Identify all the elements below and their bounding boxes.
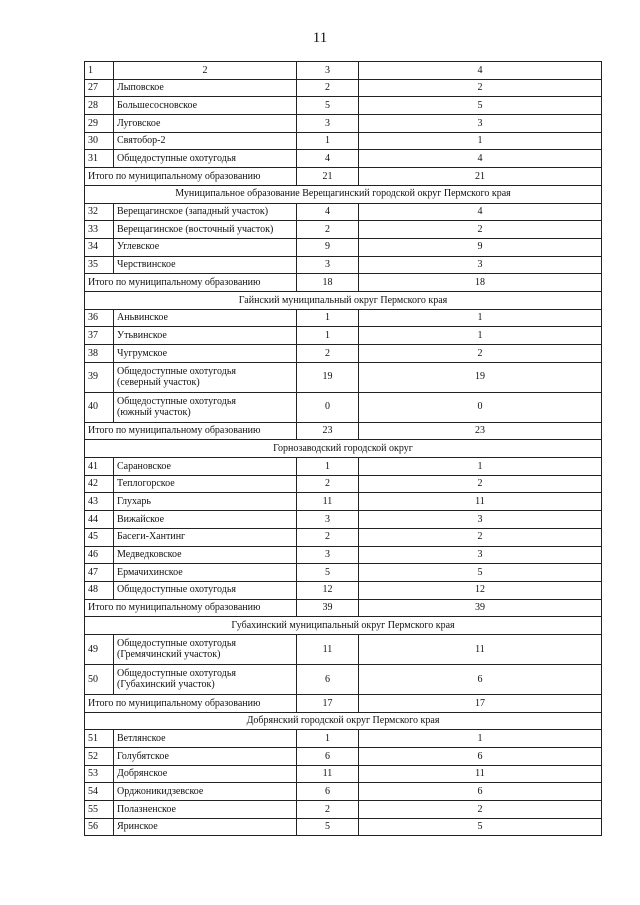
- row-name: [114, 392, 297, 422]
- row-value-a: 2: [297, 345, 359, 363]
- row-value-b: 4: [359, 203, 602, 221]
- row-value-b: 11: [359, 493, 602, 511]
- row-value-a: 6: [297, 748, 359, 766]
- row-value-b: 3: [359, 256, 602, 274]
- row-name-line-2: (Губахинский участок): [117, 679, 215, 691]
- total-label: Итого по муниципальному образованию: [85, 422, 297, 440]
- row-value-a: 1: [297, 309, 359, 327]
- row-number: 42: [85, 475, 114, 493]
- row-value-a: 11: [297, 493, 359, 511]
- row-value-a: 2: [297, 475, 359, 493]
- row-number: 43: [85, 493, 114, 511]
- table-row: [85, 79, 602, 97]
- row-number: 47: [85, 564, 114, 582]
- row-value-a: 1: [297, 458, 359, 476]
- table-row: [85, 730, 602, 748]
- total-value-a: 18: [297, 274, 359, 292]
- row-value-a: 12: [297, 581, 359, 599]
- row-value-b: 2: [359, 221, 602, 239]
- row-value-a: 5: [297, 564, 359, 582]
- row-name: Басеги-Хантинг: [114, 528, 297, 546]
- row-name: Глухарь: [114, 493, 297, 511]
- row-name: Углевское: [114, 238, 297, 256]
- row-name: Общедоступные охотугодья: [114, 581, 297, 599]
- row-value-b: 1: [359, 458, 602, 476]
- row-number: 54: [85, 783, 114, 801]
- table-row: [85, 748, 602, 766]
- row-number: 44: [85, 511, 114, 529]
- table-row: [85, 238, 602, 256]
- row-value-a: 9: [297, 238, 359, 256]
- row-number: 52: [85, 748, 114, 766]
- total-value-b: 21: [359, 168, 602, 186]
- table-row: [85, 783, 602, 801]
- row-name: Черствинское: [114, 256, 297, 274]
- total-value-b: 23: [359, 422, 602, 440]
- table-row: [85, 458, 602, 476]
- row-value-a: 2: [297, 528, 359, 546]
- total-value-a: 23: [297, 422, 359, 440]
- row-number: 38: [85, 345, 114, 363]
- row-number: 49: [85, 634, 114, 664]
- row-value-b: 1: [359, 730, 602, 748]
- row-number: 41: [85, 458, 114, 476]
- table-row: [85, 493, 602, 511]
- row-number: 50: [85, 664, 114, 694]
- table-body: [85, 62, 602, 836]
- row-number: 39: [85, 362, 114, 392]
- table-row: [85, 511, 602, 529]
- row-value-b: 2: [359, 801, 602, 819]
- table-row: [85, 801, 602, 819]
- row-name-line-2: (северный участок): [117, 377, 200, 389]
- row-name-line-1: Общедоступные охотугодья: [117, 637, 236, 649]
- row-name: Утьвинское: [114, 327, 297, 345]
- table-row: [85, 392, 602, 422]
- row-value-b: 5: [359, 97, 602, 115]
- row-number: 32: [85, 203, 114, 221]
- row-number: 53: [85, 765, 114, 783]
- row-value-a: 3: [297, 511, 359, 529]
- row-value-b: 3: [359, 546, 602, 564]
- section-title: Горнозаводский городской округ: [85, 440, 602, 458]
- total-value-a: 21: [297, 168, 359, 186]
- row-number: 29: [85, 115, 114, 133]
- row-name: Святобор-2: [114, 132, 297, 150]
- row-name: Полазненское: [114, 801, 297, 819]
- page-number: 11: [312, 30, 328, 46]
- row-number: 28: [85, 97, 114, 115]
- row-number: 31: [85, 150, 114, 168]
- row-value-b: 3: [359, 511, 602, 529]
- row-name: Верещагинское (западный участок): [114, 203, 297, 221]
- row-value-a: 4: [297, 203, 359, 221]
- row-number: 27: [85, 79, 114, 97]
- row-value-b: 11: [359, 765, 602, 783]
- row-value-a: 5: [297, 97, 359, 115]
- section-title: Муниципальное образование Верещагинский городской округ Пермского края: [85, 185, 602, 203]
- section-header-row: [85, 712, 602, 730]
- table-row: [85, 634, 602, 664]
- row-value-b: 2: [359, 345, 602, 363]
- row-value-b: 11: [359, 634, 602, 664]
- row-number: 55: [85, 801, 114, 819]
- row-number: 45: [85, 528, 114, 546]
- total-label: Итого по муниципальному образованию: [85, 274, 297, 292]
- table-row: [85, 115, 602, 133]
- section-title: Губахинский муниципальный округ Пермского края: [85, 617, 602, 635]
- row-value-a: 1: [297, 132, 359, 150]
- row-value-a: 1: [297, 730, 359, 748]
- row-value-b: 2: [359, 528, 602, 546]
- section-header-row: [85, 440, 602, 458]
- total-value-b: 18: [359, 274, 602, 292]
- table-row: [85, 546, 602, 564]
- row-value-b: 2: [359, 79, 602, 97]
- table-row: [85, 581, 602, 599]
- row-name-line-2: (Гремячинский участок): [117, 649, 221, 661]
- hunting-grounds-table: [84, 61, 602, 836]
- row-name: Вижайское: [114, 511, 297, 529]
- total-row: [85, 274, 602, 292]
- table-row: [85, 309, 602, 327]
- row-value-b: 1: [359, 327, 602, 345]
- row-value-a: 2: [297, 801, 359, 819]
- section-header-row: [85, 617, 602, 635]
- table-row: [85, 362, 602, 392]
- row-value-a: 3: [297, 115, 359, 133]
- table-row: [85, 765, 602, 783]
- row-name: Лыповское: [114, 79, 297, 97]
- row-value-a: 5: [297, 818, 359, 836]
- row-number: 51: [85, 730, 114, 748]
- row-name: [114, 362, 297, 392]
- row-name-line-1: Общедоступные охотугодья: [117, 365, 236, 377]
- row-value-a: 6: [297, 664, 359, 694]
- row-number: 56: [85, 818, 114, 836]
- table-row: [85, 818, 602, 836]
- row-value-a: 2: [297, 79, 359, 97]
- table-row: [85, 475, 602, 493]
- column-number-1: 1: [85, 62, 114, 80]
- row-value-a: 11: [297, 634, 359, 664]
- table-row: [85, 132, 602, 150]
- row-number: 46: [85, 546, 114, 564]
- section-header-row: [85, 291, 602, 309]
- total-row: [85, 599, 602, 617]
- row-value-b: 6: [359, 783, 602, 801]
- total-label: Итого по муниципальному образованию: [85, 599, 297, 617]
- row-value-b: 6: [359, 664, 602, 694]
- row-value-b: 3: [359, 115, 602, 133]
- row-value-b: 12: [359, 581, 602, 599]
- row-value-b: 19: [359, 362, 602, 392]
- row-value-b: 5: [359, 818, 602, 836]
- table-row: [85, 150, 602, 168]
- table-row: [85, 345, 602, 363]
- row-value-a: 3: [297, 256, 359, 274]
- row-value-a: 3: [297, 546, 359, 564]
- row-value-b: 9: [359, 238, 602, 256]
- row-name: Чугрумское: [114, 345, 297, 363]
- row-number: 30: [85, 132, 114, 150]
- row-name: Яринское: [114, 818, 297, 836]
- total-row: [85, 694, 602, 712]
- column-number-3: 3: [297, 62, 359, 80]
- section-title: Добрянский городской округ Пермского края: [85, 712, 602, 730]
- column-number-row: [85, 62, 602, 80]
- table-row: [85, 203, 602, 221]
- row-value-a: 4: [297, 150, 359, 168]
- row-name: Общедоступные охотугодья: [114, 150, 297, 168]
- row-name: [114, 634, 297, 664]
- row-value-a: 6: [297, 783, 359, 801]
- row-number: 33: [85, 221, 114, 239]
- row-name: Добрянское: [114, 765, 297, 783]
- row-number: 48: [85, 581, 114, 599]
- row-name: Орджоникидзевское: [114, 783, 297, 801]
- row-number: 34: [85, 238, 114, 256]
- column-number-4: 4: [359, 62, 602, 80]
- row-number: 35: [85, 256, 114, 274]
- total-value-b: 39: [359, 599, 602, 617]
- row-name: [114, 664, 297, 694]
- total-label: Итого по муниципальному образованию: [85, 694, 297, 712]
- row-value-b: 0: [359, 392, 602, 422]
- row-name: Луговское: [114, 115, 297, 133]
- table-row: [85, 528, 602, 546]
- row-name: Верещагинское (восточный участок): [114, 221, 297, 239]
- column-number-2: 2: [114, 62, 297, 80]
- table-row: [85, 327, 602, 345]
- total-value-a: 39: [297, 599, 359, 617]
- total-label: Итого по муниципальному образованию: [85, 168, 297, 186]
- row-name: Медведковское: [114, 546, 297, 564]
- section-title: Гайнский муниципальный округ Пермского края: [85, 291, 602, 309]
- row-value-a: 19: [297, 362, 359, 392]
- table-row: [85, 97, 602, 115]
- table-row: [85, 664, 602, 694]
- row-value-a: 0: [297, 392, 359, 422]
- row-name-line-2: (южный участок): [117, 407, 191, 419]
- row-name-line-1: Общедоступные охотугодья: [117, 395, 236, 407]
- table-row: [85, 564, 602, 582]
- row-name-line-1: Общедоступные охотугодья: [117, 667, 236, 679]
- total-row: [85, 422, 602, 440]
- row-number: 36: [85, 309, 114, 327]
- total-value-b: 17: [359, 694, 602, 712]
- total-value-a: 17: [297, 694, 359, 712]
- row-name: Аньвинское: [114, 309, 297, 327]
- row-value-b: 1: [359, 309, 602, 327]
- row-name: Сарановское: [114, 458, 297, 476]
- section-header-row: [85, 185, 602, 203]
- row-number: 37: [85, 327, 114, 345]
- row-value-b: 2: [359, 475, 602, 493]
- total-row: [85, 168, 602, 186]
- row-value-a: 1: [297, 327, 359, 345]
- row-value-b: 6: [359, 748, 602, 766]
- row-value-a: 2: [297, 221, 359, 239]
- table-row: [85, 256, 602, 274]
- row-name: Ермачихинское: [114, 564, 297, 582]
- row-value-b: 4: [359, 150, 602, 168]
- table-row: [85, 221, 602, 239]
- row-name: Большесосновское: [114, 97, 297, 115]
- row-name: Ветлянское: [114, 730, 297, 748]
- row-name: Теплогорское: [114, 475, 297, 493]
- row-number: 40: [85, 392, 114, 422]
- row-value-b: 5: [359, 564, 602, 582]
- row-value-a: 11: [297, 765, 359, 783]
- row-value-b: 1: [359, 132, 602, 150]
- row-name: Голубятское: [114, 748, 297, 766]
